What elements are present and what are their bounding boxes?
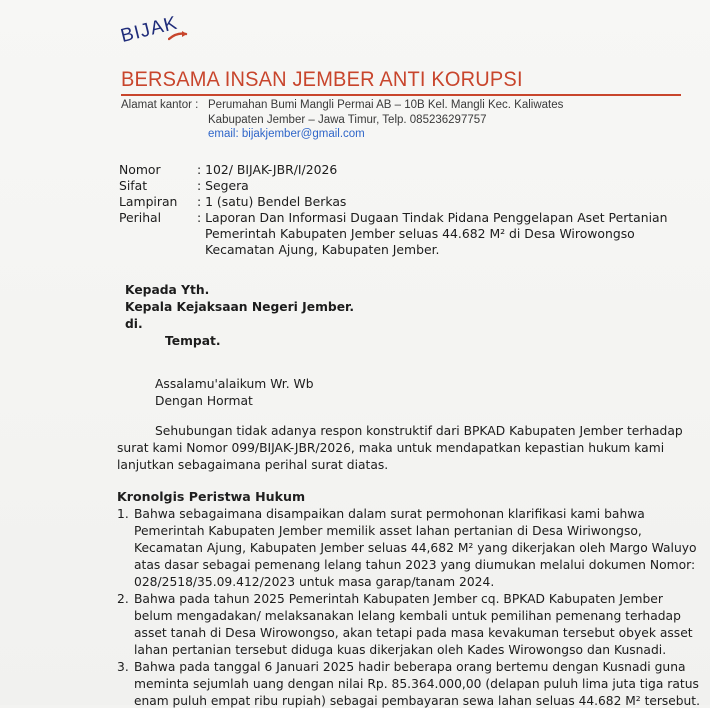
chronology-heading: Kronolgis Peristwa Hukum [117,489,306,504]
intro-line-1: Sehubungan tidak adanya respon konstruktif dari BPKAD Kabupaten Jember terhadap [155,424,683,438]
greeting-line-2: Dengan Hormat [155,394,253,408]
address-line-2: Kabupaten Jember – Jawa Timur, Telp. 085236297757 [208,114,487,126]
greeting-line-1: Assalamu'alaikum Wr. Wb [155,377,314,391]
item-1-line-3: Kecamatan Ajung, Kabupaten Jember seluas 44,682 M² yang dikerjakan oleh Margo Waluyo [134,541,697,555]
address-label: Alamat kantor : [121,99,199,111]
item-2-line-1: Bahwa pada tahun 2025 Pemerintah Kabupaten Jember cq. BPKAD Kabupaten Jember [134,592,663,606]
perihal-label: Perihal [119,210,162,225]
perihal-line-2: Pemerintah Kabupaten Jember seluas 44.682 M² di Desa Wirowongso [205,226,635,241]
item-3-line-1: Bahwa pada tanggal 6 Januari 2025 hadir beberapa orang bertemu dengan Kusnadi guna [134,660,686,674]
item-number: 1. [117,507,129,521]
logo-wordmark: BIJAK [118,12,180,48]
lampiran-value: : 1 (satu) Bendel Berkas [197,194,347,209]
sifat-label: Sifat [119,178,148,193]
lampiran-label: Lampiran [119,194,178,209]
intro-line-2: surat kami Nomor 099/BIJAK-JBR/2026, maka untuk mendapatkan kepastian hukum kami [117,441,665,455]
item-1-line-5: 028/2518/35.09.412/2023 untuk masa garap/tanam 2024. [134,575,495,589]
item-2-line-3: asset tanah di Desa Wirowongso, akan tetapi pada masa kevakuman tersebut obyek asset [134,626,693,640]
item-2-line-2: belum mengadakan/ melaksanakan lelang kembali untuk pemilihan pemenang terhadap [134,609,681,623]
address-line-1: Perumahan Bumi Mangli Permai AB – 10B Kel. Mangli Kec. Kaliwates [208,99,564,111]
email-link[interactable]: email: bijakjember@gmail.com [208,128,365,140]
sifat-value: : Segera [197,178,249,193]
recipient-line-3: di. [125,317,143,331]
recipient-line-1: Kepada Yth. [125,283,210,297]
item-3-line-2: meminta sejumlah uang dengan nilai Rp. 85.364.000,00 (delapan puluh lima juta tiga ratus [134,677,699,691]
item-3-line-3: enam puluh empat ribu rupiah) sebagai pembayaran sewa lahan seluas 44.682 M² tersebut. [134,694,700,708]
nomor-label: Nomor [119,162,161,177]
item-2-line-4: lahan pertanian tersebut diduga kuas dikerjakan oleh Kades Wirowongso dan Kusnadi. [134,643,667,657]
letterhead-divider [121,94,681,96]
recipient-line-4: Tempat. [165,334,221,348]
perihal-line-3: Kecamatan Ajung, Kabupaten Jember. [205,242,440,257]
item-1-line-4: atas dasar sebagai pemenang lelang tahun 2023 yang diumukan melalui dokumen Nomor: [134,558,696,572]
nomor-value: : 102/ BIJAK-JBR/I/2026 [197,162,338,177]
recipient-line-2: Kepala Kejaksaan Negeri Jember. [125,300,355,314]
item-number: 3. [117,660,129,674]
perihal-line-1: : Laporan Dan Informasi Dugaan Tindak Pidana Penggelapan Aset Pertanian [197,210,668,225]
organization-name: BERSAMA INSAN JEMBER ANTI KORUPSI [121,67,523,91]
item-1-line-1: Bahwa sebagaimana disampaikan dalam surat permohonan klarifikasi kami bahwa [134,507,645,521]
intro-line-3: lanjutkan sebagaimana perihal surat diatas. [117,458,389,472]
item-number: 2. [117,592,129,606]
item-1-line-2: Pemerintah Kabupaten Jember memilik asset lahan pertanian di Desa Wiriwongso, [134,524,642,538]
logo-swoosh-icon [168,30,188,42]
